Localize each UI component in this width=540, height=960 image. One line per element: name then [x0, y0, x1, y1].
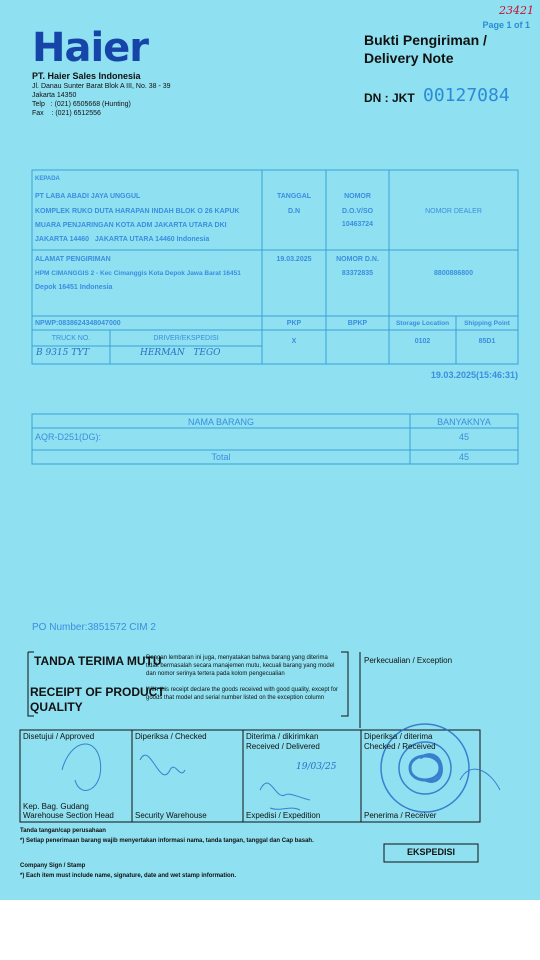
kepada-label: KEPADA — [35, 176, 60, 182]
sig-receiver-label-en: Checked / Received — [364, 742, 436, 751]
footer-note-id: *) Setiap penerimaan barang wajib menyertakan informasi nama, tanda tangan, tanggal dan Cap basah. — [20, 838, 314, 844]
tanggal-dn: D.N — [287, 208, 301, 215]
handwritten-reference: 23421 — [499, 4, 534, 17]
do-number: 10463724 — [341, 221, 374, 228]
title-line-2: Delivery Note — [364, 50, 454, 66]
dealer-label: NOMOR DEALER — [425, 208, 482, 215]
item-qty: 45 — [458, 432, 469, 442]
address-line: Jl. Danau Sunter Barat Blok A III, No. 38 - 39 — [32, 83, 171, 90]
col-nama-barang: NAMA BARANG — [187, 417, 254, 427]
sig-receiver-label: Diperiksa / diterima — [364, 732, 433, 741]
storage-location-label: Storage Location — [395, 320, 450, 327]
dn-label: DN : JKT — [364, 91, 415, 105]
delivery-address: HPM CIMANGGIS 2 - Kec Cimanggis Kota Depok Jawa Barat 16451 — [35, 270, 241, 277]
total-value: 45 — [458, 452, 469, 462]
pkp-value: X — [291, 338, 297, 345]
sig-checked-label: Diperiksa / Checked — [135, 732, 207, 741]
col-banyaknya: BANYAKNYA — [437, 417, 491, 427]
pkp-label: PKP — [286, 320, 302, 327]
sig-approved-role: Kep. Bag. Gudang — [23, 802, 89, 811]
tanggal-label: TANGGAL — [276, 193, 312, 200]
page-indicator: Page 1 of 1 — [482, 20, 530, 30]
driver-name-handwritten: HERMAN TEGO — [140, 348, 221, 358]
receipt-id-title: TANDA TERIMA MUTU — [34, 654, 162, 668]
dn-number-2: 83372835 — [341, 270, 374, 277]
driver-label: DRIVER/EKSPEDISI — [153, 335, 219, 342]
truck-number-handwritten: B 9315 TYT — [36, 348, 90, 358]
sig-handwritten-date: 19/03/25 — [296, 762, 337, 772]
alamat-label: ALAMAT PENGIRIMAN — [35, 256, 111, 263]
po-number: PO Number:3851572 CIM 2 — [32, 622, 156, 633]
receipt-id-text: Dengan lembaran ini juga, menyatakan bahwa barang yang diterima tidak bermasalah secara manajemen mutu, kecuali barang yang model dan nomor serinya tertera pada kolom pengecualian — [146, 655, 335, 677]
dn-date: 19.03.2025 — [276, 256, 312, 263]
print-timestamp: 19.03.2025(15:46:31) — [430, 370, 518, 380]
footer-sign-id: Tanda tangan/cap perusahaan — [20, 828, 106, 834]
sig-receiver-role: Penerima / Receiver — [364, 811, 437, 820]
footer-note-en: *) Each item must include name, signature, date and wet stamp information. — [20, 873, 237, 879]
dn-number: 00127084 — [423, 85, 510, 106]
receipt-en-title-2: QUALITY — [30, 700, 83, 714]
receipt-en-text: With this receipt declare the goods received with good quality, except for goods that model and serial number listed on the exception column — [146, 687, 338, 701]
haier-logo: Haier — [32, 25, 149, 71]
address-line: Jakarta 14350 — [32, 92, 77, 99]
nomor-label: NOMOR — [344, 193, 371, 200]
sig-approved-role-en: Warehouse Section Head — [23, 811, 114, 820]
do-label: D.O.V/SO — [341, 208, 374, 215]
sig-security-role: Security Warehouse — [135, 811, 207, 820]
shipping-point-label: Shipping Point — [464, 320, 510, 327]
ekspedisi-label: EKSPEDISI — [406, 847, 455, 857]
customer-address: MUARA PENJARINGAN KOTA ADM JAKARTA UTARA DKI — [35, 222, 227, 229]
bpkp-label: BPKP — [347, 320, 368, 327]
company-name: PT. Haier Sales Indonesia — [32, 71, 141, 81]
sig-expedition-role: Expedisi / Expedition — [246, 811, 321, 820]
truck-no-label: TRUCK NO. — [51, 335, 91, 342]
item-name: AQR-D251(DG): — [35, 432, 102, 442]
sig-received-label: Diterima / dikirimkan — [246, 732, 319, 741]
customer-name: PT LABA ABADI JAYA UNGGUL — [35, 193, 141, 200]
sig-approved-label: Disetujui / Approved — [23, 732, 95, 741]
sig-received-label-en: Received / Delivered — [246, 742, 320, 751]
storage-location-value: 0102 — [414, 338, 431, 345]
shipping-point-value: 85D1 — [478, 338, 496, 345]
delivery-address: Depok 16451 Indonesia — [35, 284, 113, 291]
fax-line: Fax : (021) 6512556 — [32, 110, 101, 117]
dealer-number: 8800886800 — [434, 270, 473, 277]
nomor-dn-label: NOMOR D.N. — [336, 256, 379, 263]
npwp: NPWP:0838624348047000 — [35, 320, 121, 327]
title-line-1: Bukti Pengiriman / — [364, 32, 487, 48]
receipt-en-title: RECEIPT OF PRODUCT — [30, 685, 165, 699]
footer-sign-en: Company Sign / Stamp — [20, 863, 86, 869]
customer-address: KOMPLEK RUKO DUTA HARAPAN INDAH BLOK O 26 KAPUK — [35, 208, 240, 215]
customer-address: JAKARTA 14460 JAKARTA UTARA 14460 Indonesia — [35, 236, 210, 243]
exception-label: Perkecualian / Exception — [364, 656, 453, 665]
phone-line: Telp : (021) 6505668 (Hunting) — [32, 101, 131, 108]
total-label: Total — [211, 452, 231, 462]
